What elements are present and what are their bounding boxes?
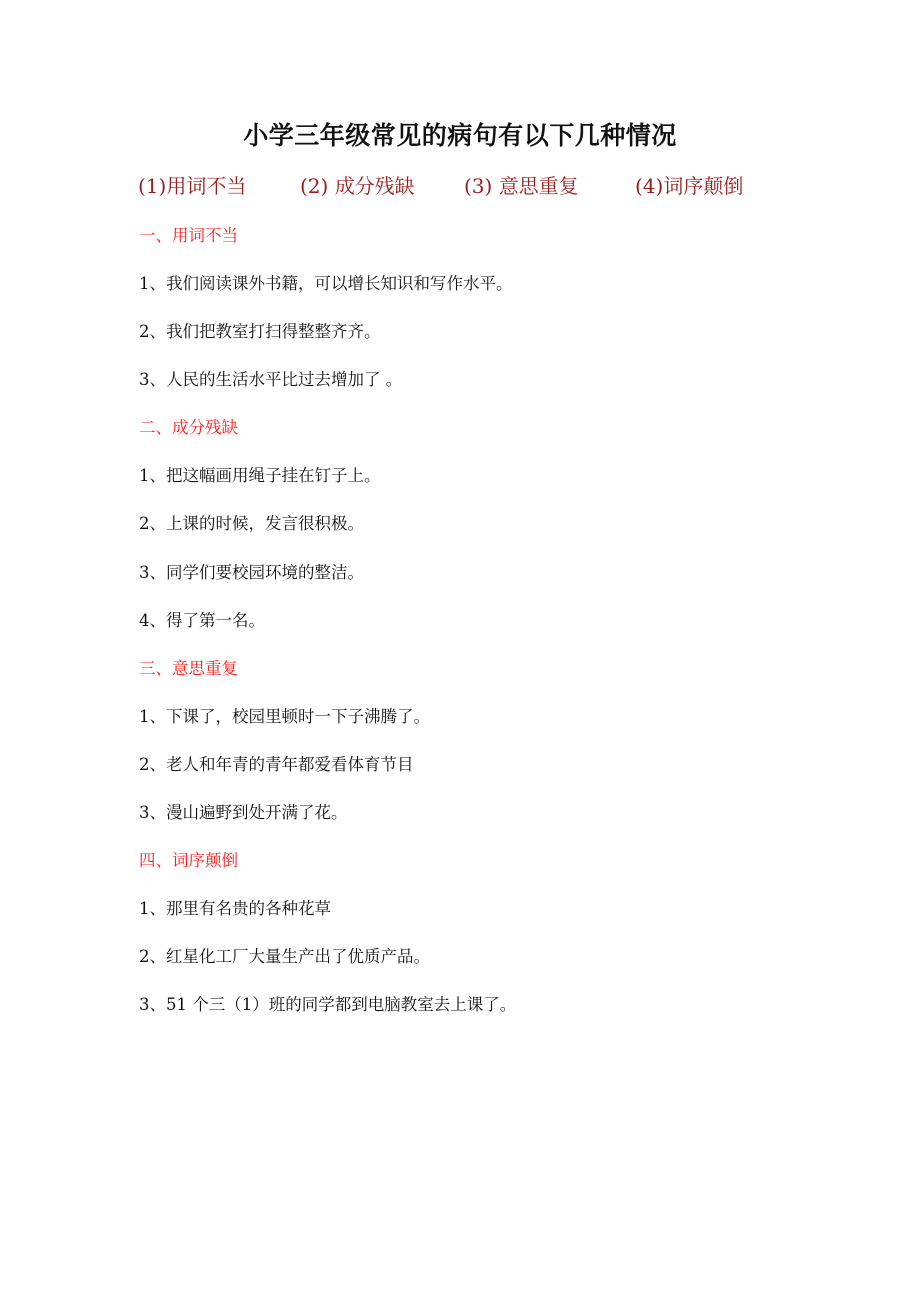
sentence-item: 3、51 个三（1）班的同学都到电脑教室去上课了。	[139, 995, 517, 1014]
category-3: (3) 意思重复	[464, 174, 579, 198]
sentence-item: 1、下课了，校园里顿时一下子沸腾了。	[139, 707, 430, 726]
sentence-item: 3、人民的生活水平比过去增加了 。	[139, 370, 403, 389]
sentence-item: 2、红星化工厂大量生产出了优质产品。	[139, 947, 430, 966]
sentence-item: 3、同学们要校园环境的整洁。	[139, 563, 364, 582]
sentence-item: 1、我们阅读课外书籍，可以增长知识和写作水平。	[139, 274, 513, 293]
section-heading-4: 四、词序颠倒	[139, 851, 238, 870]
sentence-item: 2、老人和年青的青年都爱看体育节目	[139, 755, 414, 774]
sentence-item: 1、那里有名贵的各种花草	[139, 899, 331, 918]
category-1: (1)用词不当	[138, 174, 247, 198]
category-4: (4)词序颠倒	[635, 174, 744, 198]
sentence-item: 1、把这幅画用绳子挂在钉子上。	[139, 466, 381, 485]
section-heading-3: 三、意思重复	[139, 659, 238, 678]
sentence-item: 2、我们把教室打扫得整整齐齐。	[139, 322, 381, 341]
sentence-item: 2、上课的时候，发言很积极。	[139, 514, 364, 533]
section-heading-1: 一、用词不当	[139, 226, 238, 245]
category-2: (2) 成分残缺	[300, 174, 415, 198]
section-heading-2: 二、成分残缺	[139, 418, 238, 437]
sentence-item: 3、漫山遍野到处开满了花。	[139, 803, 348, 822]
sentence-item: 4、得了第一名。	[139, 611, 265, 630]
page-title: 小学三年级常见的病句有以下几种情况	[243, 121, 677, 150]
